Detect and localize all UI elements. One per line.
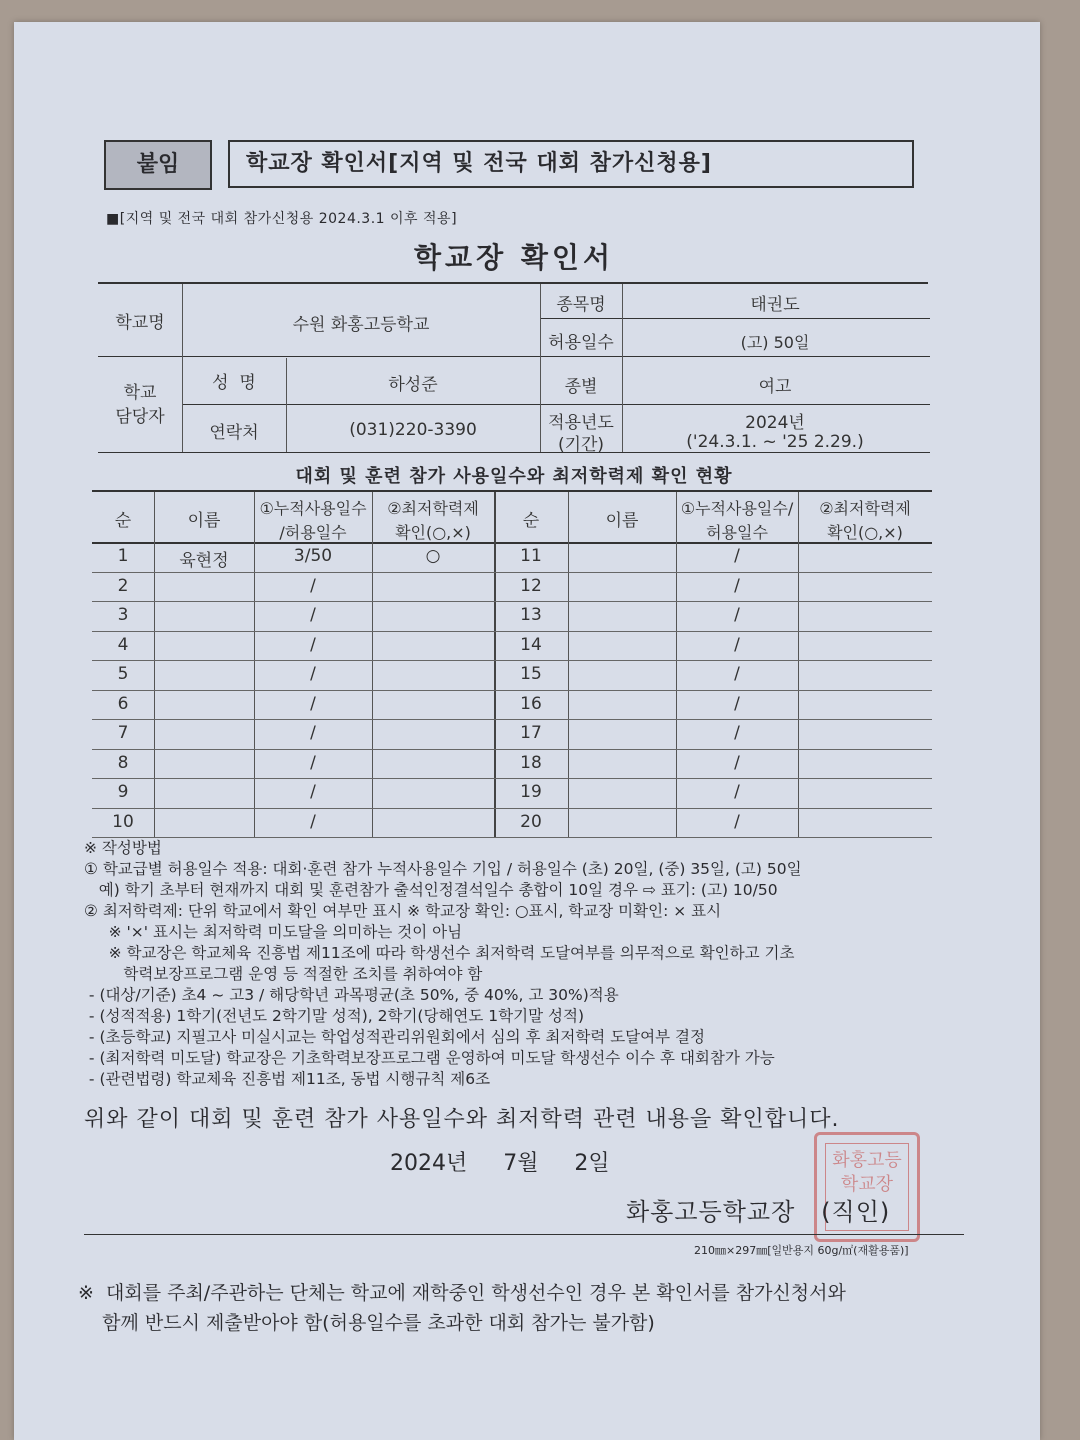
table-cell-days: / [310, 664, 316, 684]
table-cell-days: / [734, 546, 740, 566]
school-label: 학교명 [115, 313, 165, 333]
col-days-right-line2: 허용일수 [706, 523, 768, 542]
col-no-right: 순 [522, 511, 540, 531]
col-days-left-line1: ①누적사용일수 [259, 499, 367, 518]
document-paper [14, 22, 1040, 1440]
col-check-right-line1: ②최저학력제 [819, 499, 911, 518]
event-label: 종목명 [556, 295, 606, 315]
table-cell-days: / [310, 723, 316, 743]
col-name-left: 이름 [187, 511, 221, 531]
table-cell-no: 12 [520, 575, 542, 596]
writing-instructions [84, 838, 984, 1090]
col-name-right: 이름 [605, 511, 639, 531]
table-cell-days: / [310, 782, 316, 802]
table-cell-no: 4 [117, 634, 129, 655]
table-cell-days: / [310, 693, 316, 714]
table-cell-days: / [734, 811, 740, 832]
phone-label: 연락처 [209, 423, 259, 443]
table-cell-no: 5 [117, 664, 129, 684]
principal-signature: 화홍고등학교장 (직인) [626, 1198, 891, 1226]
table-cell-days: / [734, 575, 740, 596]
col-days-left-line2: /허용일수 [279, 523, 347, 542]
note-line: ※ 작성방법 [84, 839, 162, 857]
note-line: 학력보장프로그램 운영 등 적절한 조치를 취하여야 함 [84, 965, 483, 983]
footer-line: 함께 반드시 제출받아야 함(허용일수를 초과한 대회 참가는 불가함) [78, 1312, 655, 1334]
table-cell-check: ○ [425, 546, 441, 566]
table-cell-days: / [310, 752, 316, 773]
school-value: 수원 화홍고등학교 [292, 315, 430, 335]
contact-label-line1: 학교 [123, 383, 157, 403]
col-check-right-line2: 확인(○,×) [827, 523, 903, 542]
footer-notice [78, 1278, 978, 1338]
year-label-line1: 적용년도 [548, 413, 614, 433]
table-cell-name: 육현정 [179, 551, 229, 571]
attachment-tag: 붙임 [104, 140, 212, 190]
table-cell-days: / [734, 693, 740, 714]
col-check-left-line2: 확인(○,×) [395, 523, 471, 542]
table-cell-no: 2 [117, 575, 129, 596]
table-cell-days: / [734, 664, 740, 684]
table-cell-no: 19 [520, 782, 542, 802]
document-title: 학교장 확인서 [413, 241, 615, 274]
note-line: - (성적적용) 1학기(전년도 2학기말 성적), 2학기(당해연도 1학기말 성적) [84, 1007, 584, 1025]
note-line: ※ 학교장은 학교체육 진흥법 제11조에 따라 학생선수 최저학력 도달여부를 의무적으로 확인하고 기초 [84, 944, 795, 962]
table-cell-no: 8 [117, 752, 129, 773]
table-cell-no: 14 [520, 634, 542, 655]
contact-label-line2: 담당자 [115, 407, 165, 427]
table-cell-days: / [310, 634, 316, 655]
table-cell-no: 10 [112, 811, 134, 832]
note-line: - (초등학교) 지필고사 미실시교는 학업성적관리위원회에서 심의 후 최저학력 도달여부 결정 [84, 1028, 705, 1046]
table-cell-days: / [734, 634, 740, 655]
table-cell-no: 11 [520, 546, 542, 566]
paper-spec: 210㎜×297㎜[일반용지 60g/㎡(재활용품)] [694, 1244, 909, 1257]
name-label: 성 명 [212, 373, 256, 393]
table-cell-days: / [734, 752, 740, 773]
form-title: 학교장 확인서[지역 및 전국 대회 참가신청용] [228, 140, 914, 188]
note-line: - (최저학력 미도달) 학교장은 기초학력보장프로그램 운영하여 미도달 학생선수 이수 후 대회참가 가능 [84, 1049, 775, 1067]
table-cell-no: 15 [520, 664, 542, 684]
table-cell-no: 7 [117, 723, 129, 743]
table-cell-no: 6 [117, 693, 129, 714]
table-cell-no: 18 [520, 752, 542, 773]
table-cell-days: / [310, 575, 316, 596]
apply-note: ■[지역 및 전국 대회 참가신청용 2024.3.1 이후 적용] [106, 211, 458, 227]
col-check-left-line1: ②최저학력제 [387, 499, 479, 518]
table-cell-no: 13 [520, 605, 542, 625]
note-line: ② 최저학력제: 단위 학교에서 확인 여부만 표시 ※ 학교장 확인: ○표시, 학교장 미확인: × 표시 [84, 902, 722, 920]
table-cell-days: / [734, 782, 740, 802]
issue-date: 2024년 7월 2일 [390, 1151, 610, 1176]
table-cell-no: 20 [520, 811, 542, 832]
note-line: - (관련법령) 학교체육 진흥법 제11조, 동법 시행규칙 제6조 [84, 1070, 491, 1088]
confirmation-statement: 위와 같이 대회 및 훈련 참가 사용일수와 최저학력 관련 내용을 확인합니다. [84, 1107, 840, 1132]
note-line: ※ '×' 표시는 최저학력 미도달을 의미하는 것이 아님 [84, 923, 463, 941]
allowed-days-value: (고) 50일 [740, 333, 810, 352]
footer-line: ※ 대회를 주최/주관하는 단체는 학교에 재학중인 학생선수인 경우 본 확인서를 참가신청서와 [78, 1282, 846, 1304]
table-cell-no: 1 [117, 546, 129, 566]
table-cell-no: 3 [117, 605, 129, 625]
event-value: 태권도 [750, 295, 800, 315]
note-line: - (대상/기준) 초4 ~ 고3 / 해당학년 과목평균(초 50%, 중 40%, 고 30%)적용 [84, 986, 619, 1004]
gender-label: 종별 [564, 377, 598, 397]
table-cell-days: / [734, 605, 740, 625]
table-cell-days: / [310, 605, 316, 625]
table-cell-no: 17 [520, 723, 542, 743]
year-value: 2024년 [745, 413, 805, 433]
table-cell-days: / [310, 811, 316, 832]
col-no-left: 순 [114, 511, 132, 531]
table-cell-days: / [734, 723, 740, 743]
table-cell-no: 16 [520, 693, 542, 714]
name-value: 하성준 [388, 375, 438, 395]
year-label-line2: (기간) [557, 435, 605, 455]
period-value: ('24.3.1. ~ '25 2.29.) [686, 432, 864, 452]
phone-value: (031)220-3390 [349, 420, 477, 440]
col-days-right-line1: ①누적사용일수/ [680, 499, 794, 518]
seal-text: 화홍고등학교장 [832, 1150, 902, 1195]
gender-value: 여고 [758, 377, 792, 397]
table-subtitle: 대회 및 훈련 참가 사용일수와 최저학력제 확인 현황 [295, 466, 733, 487]
table-cell-days: 3/50 [293, 546, 333, 566]
note-line: ① 학교급별 허용일수 적용: 대회·훈련 참가 누적사용일수 기입 / 허용일수 (초) 20일, (중) 35일, (고) 50일 [84, 860, 802, 878]
table-cell-no: 9 [117, 782, 129, 802]
allowed-days-label: 허용일수 [548, 333, 614, 353]
note-line: 예) 학기 초부터 현재까지 대회 및 훈련참가 출석인정결석일수 총합이 10일 경우 ⇨ 표기: (고) 10/50 [84, 881, 778, 899]
